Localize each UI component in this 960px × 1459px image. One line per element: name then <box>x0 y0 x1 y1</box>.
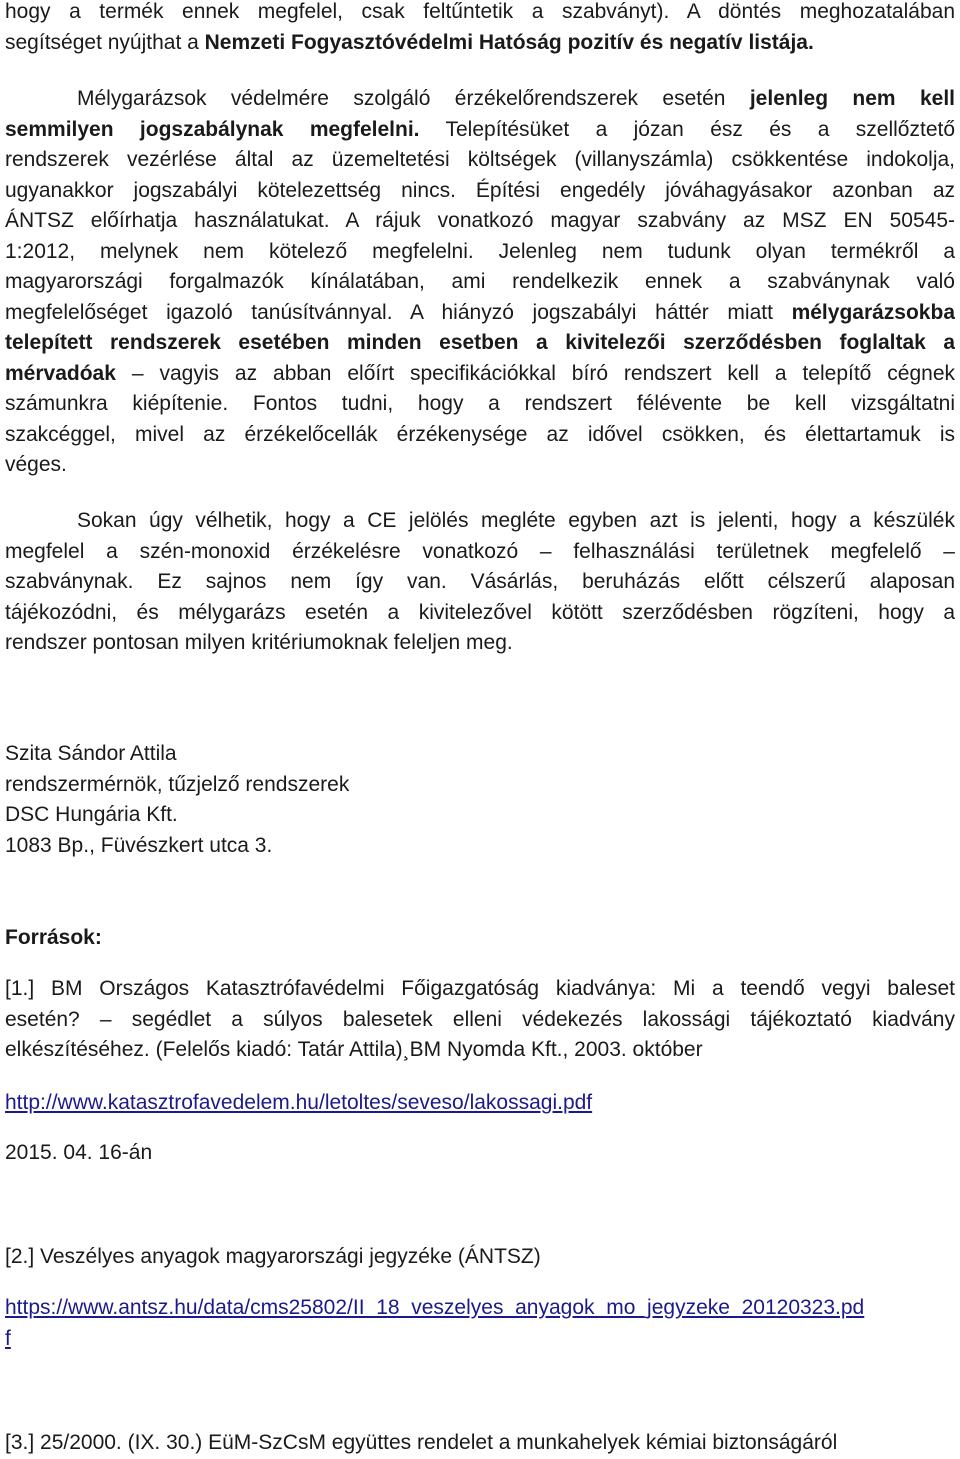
text-line: elkészítéséhez. (Felelős kiadó: Tatár Attila)¸BM Nyomda Kft., 2003. október <box>5 1038 703 1061</box>
text-span: megfelelőséget igazoló tanúsítvánnyal. A hiányzó jogszabályi háttér miatt <box>5 300 792 324</box>
text-line: ÁNTSZ előírhatja használatukat. A rájuk vonatkozó magyar szabvány az MSZ EN 50545- <box>5 209 955 232</box>
text-line: számunkra kiépítenie. Fontos tudni, hogy a rendszert félévente be kell vizsgáltatni <box>5 392 955 415</box>
paragraph-intro <box>5 0 955 58</box>
author-company: DSC Hungária Kft. <box>5 803 178 826</box>
source-2-title: [2.] Veszélyes anyagok magyarországi jegyzéke (ÁNTSZ) <box>5 1245 541 1268</box>
text-line: Sokan úgy vélhetik, hogy a CE jelölés megléte egyben azt is jelenti, hogy a készülék <box>77 509 955 532</box>
text-line: magyarországi forgalmazók kínálatában, ami rendelkezik ennek a szabványnak való <box>5 270 955 293</box>
text-line: esetén? – segédlet a súlyos balesetek elleni védekezés lakossági tájékoztató kiadvány <box>5 1007 955 1031</box>
text-line: ugyanakkor jogszabályi kötelezettség nincs. Építési engedély jóváhagyásakor azonban az <box>5 178 955 202</box>
text-line: megfelel a szén-monoxid érzékelésre vonatkozó – felhasználási területnek megfelelő – <box>5 539 955 563</box>
paragraph-garage-sensors <box>5 84 955 481</box>
text-line: szakcéggel, mivel az érzékelőcellák érzékenysége az idővel csökken, és élettartamuk is <box>5 422 955 446</box>
text-span: Telepítésüket a józan ész és a szellőztető <box>419 117 955 141</box>
text-line <box>5 84 955 115</box>
text-span: – vagyis az abban előírt specifikációkkal bíró rendszert kell a telepítő cégnek <box>115 361 955 385</box>
bold-text-line: telepített rendszerek esetében minden esetben a kivitelezői szerződésben foglaltak a <box>5 331 955 354</box>
bold-text: Nemzeti Fogyasztóvédelmi Hatóság pozitív és negatív listája. <box>204 30 814 54</box>
sources-heading: Források: <box>5 926 102 949</box>
bold-text: jelenleg nem kell <box>749 87 955 110</box>
source-1-link[interactable]: http://www.katasztrofavedelem.hu/letoltes/seveso/lakossagi.pdf <box>5 1091 593 1114</box>
text-line: rendszer pontosan milyen kritériumoknak feleljen meg. <box>5 631 513 654</box>
text-line: 1:2012, melynek nem kötelező megfelelni. Jelenleg nem tudunk olyan termékről a <box>5 239 955 263</box>
source-2-link[interactable] <box>5 1293 864 1354</box>
bold-text: mérvadóak <box>5 361 116 385</box>
text-line: tájékozódni, és mélygarázs esetén a kivitelezővel kötött szerződésben rögzíteni, hogy a <box>5 600 955 624</box>
author-address: 1083 Bp., Füvészkert utca 3. <box>5 833 273 857</box>
signature-block <box>5 739 349 861</box>
author-role: rendszermérnök, tűzjelző rendszerek <box>5 772 350 796</box>
text-line <box>5 115 955 146</box>
text-span: Mélygarázsok védelmére szolgáló érzékelőrendszerek esetén <box>77 87 750 110</box>
source-1 <box>5 974 955 1066</box>
text-line <box>5 359 955 390</box>
text-line <box>5 298 955 329</box>
bold-text: semmilyen jogszabálynak megfelelni. <box>5 117 420 141</box>
paragraph-ce-marking <box>5 506 955 659</box>
source-1-access-date: 2015. 04. 16-án <box>5 1141 153 1164</box>
text-line: hogy a termék ennek megfelel, csak feltűntetik a szabványt). A döntés meghozatalában <box>5 0 955 23</box>
source-3-title: [3.] 25/2000. (IX. 30.) EüM-SzCsM együttes rendelet a munkahelyek kémiai biztonságáról <box>5 1431 838 1454</box>
text-line: [1.] BM Országos Katasztrófavédelmi Főigazgatóság kiadványa: Mi a teendő vegyi baleset <box>5 977 955 1000</box>
bold-text: mélygarázsokba <box>791 300 955 324</box>
text-line: véges. <box>5 453 67 476</box>
link-line[interactable]: https://www.antsz.hu/data/cms25802/II_18_veszelyes_anyagok_mo_jegyzeke_20120323.pd <box>5 1296 865 1319</box>
text-span: segítséget nyújthat a <box>5 30 205 54</box>
author-name: Szita Sándor Attila <box>5 742 177 765</box>
text-line: rendszerek vezérlése által az üzemeltetési költségek (villanyszámla) csökkentése indokolja, <box>5 148 955 171</box>
text-line <box>5 28 955 59</box>
link-line[interactable]: f <box>5 1326 11 1350</box>
text-line: szabványnak. Ez sajnos nem így van. Vásárlás, beruházás előtt célszerű alaposan <box>5 570 955 593</box>
